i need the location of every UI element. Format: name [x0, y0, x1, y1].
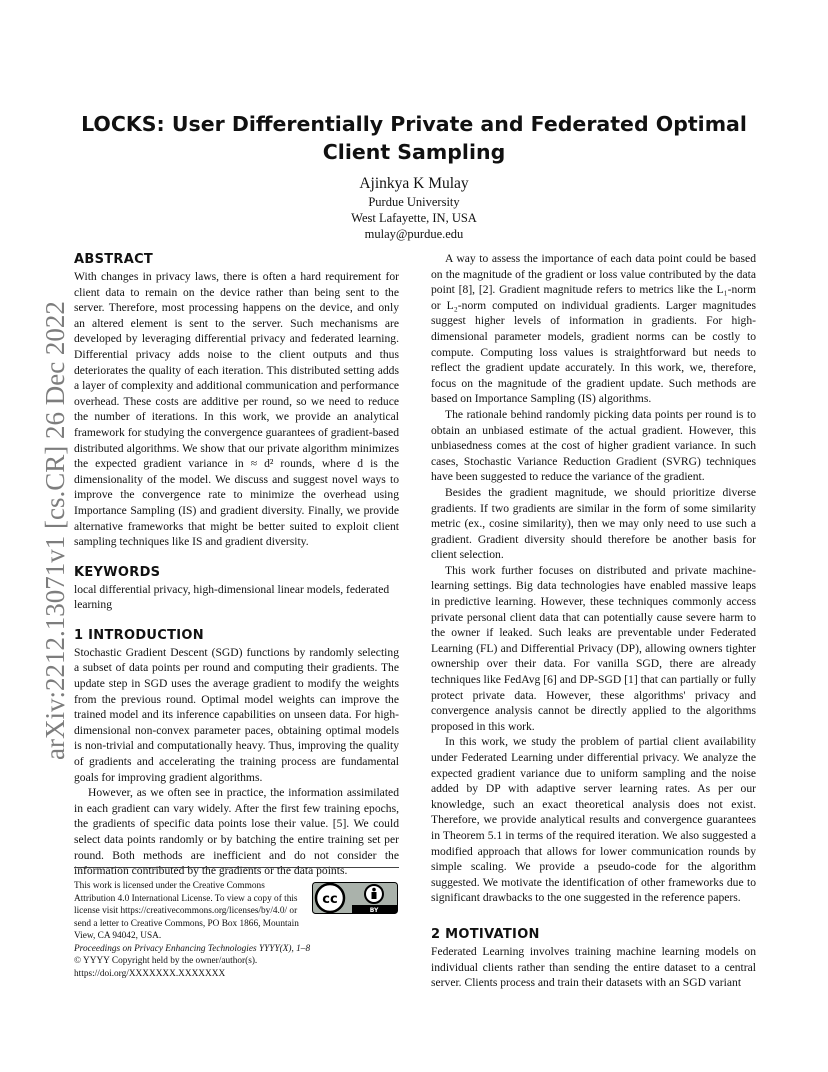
footnote-block [74, 880, 399, 980]
license-text: This work is licensed under the Creative Commons Attribution 4.0 International License. To view a copy of this license visit https://creativecommons.org/licenses/by/4.0/ or send a letter to Creative Commons, PO Box 1866, Mountain View, CA 94042, USA. [74, 881, 299, 941]
proceedings-text: Proceedings on Privacy Enhancing Technologies YYYY(X), 1–8 [74, 943, 311, 954]
author-email: mulay@purdue.edu [364, 227, 464, 241]
svg-text:cc: cc [322, 892, 338, 907]
left-column [74, 251, 399, 879]
motivation-heading: 2 MOTIVATION [431, 926, 540, 942]
abstract-text: With changes in privacy laws, there is often a hard requirement for client data to remain on the device rather than being sent to the server. Therefore, most processing happens on the device, and only an altered element is sent to the server. Such mechanisms are developed by leveraging differential privacy and federated learning. Differential privacy adds noise to the client outputs and thus deteriorates the quality of each iteration. This distributed setting adds a layer of complexity and additional communication and performance overhead. These costs are additive per round, so we need to reduce the number of iterations. In this work, we provide an analytical framework for studying the convergence guarantees of gradient-based distributed algorithms. We show that our private algorithm minimizes the expected gradient variance in ≈ d² rounds, where d is the dimensionality of the model. We discuss and suggest novel ways to improve the convergence rate to minimize the overhead using Importance Sampling (IS) and gradient diversity. Finally, we provide alternative frameworks that might be better suited to exploit client sampling techniques like IS and gradient diversity. [74, 270, 399, 549]
right-paragraph-3: Besides the gradient magnitude, we should prioritize diverse gradients. If two gradients are similar in the form of some similarity metric (ex., cosine similarity), then we may only need to use such a gradient. Gradient diversity should therefore be another basis for client selection. [431, 485, 756, 562]
creative-commons-icon [312, 882, 398, 914]
right-column [431, 251, 756, 991]
right-paragraph-2: The rationale behind randomly picking data points per round is to obtain an unbiased estimate of the actual gradient. However, this unbiasedness comes at the cost of higher gradient variance. In such cases, Stochastic Variance Reduction Gradient (SVRG) techniques have been suggested to reduce the variance of the gradient. [431, 407, 756, 484]
motivation-paragraph-1: Federated Learning involves training machine learning models on individual clients rather than sending the entire dataset to a central server. Clients process and train their datasets with an SGD variant [431, 944, 756, 990]
author-location: West Lafayette, IN, USA [351, 211, 477, 225]
intro-paragraph-1: Stochastic Gradient Descent (SGD) functions by randomly selecting a subset of data points per round and computing their gradients. The update step in SGD uses the average gradient to modify the weights from the previous round. Optimal model weights can improve the trained model and its inference capabilities on unseen data. For high-dimensional non-convex parameter paces, obtaining optimal models is non-trivial and computationally heavy. Thus, improving the quality of gradients and accelerating the training process are fundamental goals for improving gradient algorithms. [74, 645, 399, 784]
arxiv-identifier: arXiv:2212.13071v1 [cs.CR] 26 Dec 2022 [40, 301, 70, 760]
abstract-heading: ABSTRACT [74, 252, 154, 267]
doi-link[interactable]: https://doi.org/XXXXXXX.XXXXXXX [74, 968, 226, 979]
footnote-rule [74, 867, 399, 868]
paper-title: LOCKS: User Differentially Private and Federated Optimal Client Sampling [81, 112, 747, 164]
intro-heading: 1 INTRODUCTION [74, 627, 204, 643]
copyright-text: © YYYY Copyright held by the owner/author(s). [74, 956, 258, 966]
keywords-heading: KEYWORDS [74, 564, 161, 580]
author-name: Ajinkya K Mulay [359, 175, 469, 192]
right-paragraph-4: This work further focuses on distributed and private machine-learning settings. Big data technologies have enabled massive leaps in predictive learning. However, these techniques commonly access private personal client data that can potentially cause severe harm to the owner if leaked. Such leaks are preventable under Federated Learning (FL) and Differential Privacy (DP), allowing owners tighter ownership over their data. For vanilla SGD, there are already techniques like FedAvg [6] and DP-SGD [1] that can partially or fully protect private data. However, these algorithms' privacy and convergence analysis cannot be directly applied to the algorithms proposed in this work. [431, 563, 756, 733]
cc-by-badge: BY [369, 907, 379, 914]
right-paragraph-5: In this work, we study the problem of partial client availability under Federated Learning under differential privacy. We analyze the expected gradient variance due to uniform sampling and the noise added by DP with adaptive server learning rates. As per our knowledge, such an exact theoretical analysis does not exist. Therefore, we provide analytical results and convergence guarantees in Theorem 5.1 in terms of the required iteration. We also suggested a modified approach that allows for lower communication rounds by simple scaling. We provide a pseudo-code for the algorithm suggested. We motivate the identification of other frameworks due to significant drawbacks to the one suggested in the reference papers. [431, 735, 756, 905]
author-affiliation: Purdue University [368, 195, 460, 209]
right-paragraph-1: A way to assess the importance of each data point could be based on the magnitude of the gradient or loss value contributed by the data point [8], [2]. Gradient magnitude refers to metrics like the L₁-norm or L₂-norm computed on individual gradients. Larger magnitudes suggest higher levels of information in gradients. For high-dimensional parameter models, gradient norms can be costly to compute. Computing loss values is straightforward but needs to reflect the gradient update accurately. In this work, we, therefore, focus on the magnitude of the gradient update. Such methods are based on Importance Sampling (IS) algorithms. [431, 252, 756, 406]
keywords-text: local differential privacy, high-dimensional linear models, federated learning [74, 582, 390, 612]
intro-paragraph-2: However, as we often see in practice, the information assimilated in each gradient can vary widely. After the first few training epochs, the gradients of specific data points lose their value. [5]. We could select data points randomly or by batching the entire training set per round. Both methods are inefficient and do not consider the information contributed by the gradients or the data points. [74, 786, 399, 878]
author-block [74, 174, 754, 242]
arxiv-sidebar [20, 285, 70, 760]
